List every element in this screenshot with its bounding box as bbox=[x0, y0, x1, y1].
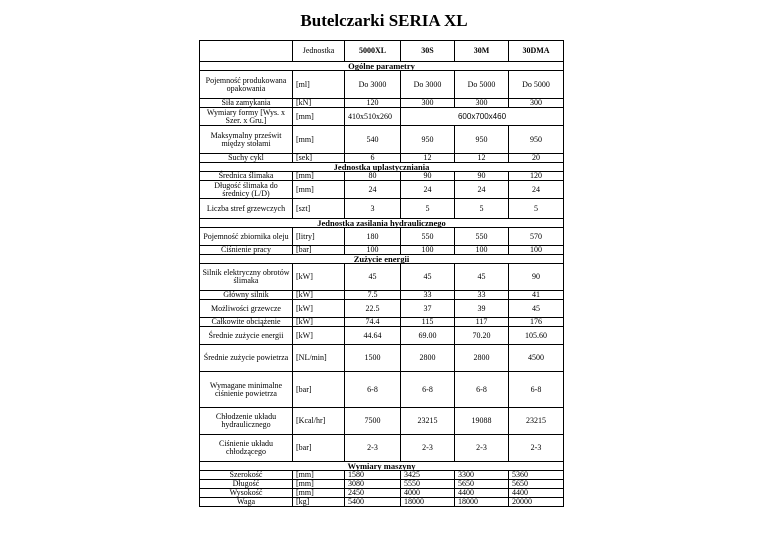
cell-value: 5 bbox=[509, 199, 564, 219]
row-unit: [kW] bbox=[293, 291, 345, 300]
cell-value: 1500 bbox=[345, 345, 401, 372]
row-unit: [mm] bbox=[293, 471, 345, 480]
cell-value: 5400 bbox=[345, 498, 401, 507]
cell-value: 105.60 bbox=[509, 327, 564, 345]
row-unit: [sek] bbox=[293, 154, 345, 163]
cell-value: 550 bbox=[401, 228, 455, 246]
cell-value: 3300 bbox=[455, 471, 509, 480]
cell-value: 22.5 bbox=[345, 300, 401, 318]
row-label: Waga bbox=[200, 498, 293, 507]
row-unit: [Kcal/hr] bbox=[293, 408, 345, 435]
cell-value: 115 bbox=[401, 318, 455, 327]
row-label: Pojemność produkowana opakowania bbox=[200, 71, 293, 99]
cell-value: 6 bbox=[345, 154, 401, 163]
cell-value: 570 bbox=[509, 228, 564, 246]
header-model: 30M bbox=[455, 41, 509, 62]
cell-value: 41 bbox=[509, 291, 564, 300]
cell-value: 33 bbox=[401, 291, 455, 300]
header-empty bbox=[200, 41, 293, 62]
row-label: Możliwości grzewcze bbox=[200, 300, 293, 318]
row-label: Siła zamykania bbox=[200, 99, 293, 108]
cell-value: 23215 bbox=[401, 408, 455, 435]
cell-value: 24 bbox=[401, 181, 455, 199]
cell-value: 550 bbox=[455, 228, 509, 246]
cell-value: 74.4 bbox=[345, 318, 401, 327]
table-row bbox=[200, 408, 564, 435]
cell-value: 120 bbox=[345, 99, 401, 108]
row-label: Wysokość bbox=[200, 489, 293, 498]
table-row bbox=[200, 264, 564, 291]
table-row bbox=[200, 71, 564, 99]
table-row bbox=[200, 345, 564, 372]
cell-value: 4400 bbox=[509, 489, 564, 498]
cell-value: 7500 bbox=[345, 408, 401, 435]
cell-value: 120 bbox=[509, 172, 564, 181]
row-label: Liczba stref grzewczych bbox=[200, 199, 293, 219]
cell-value: 1580 bbox=[345, 471, 401, 480]
cell-value: 410x510x260 bbox=[345, 108, 401, 126]
cell-value: 2-3 bbox=[455, 435, 509, 462]
header-model: 30DMA bbox=[509, 41, 564, 62]
table-row bbox=[200, 172, 564, 181]
cell-value: 2-3 bbox=[401, 435, 455, 462]
table-row bbox=[200, 318, 564, 327]
table-row bbox=[200, 99, 564, 108]
cell-value: 24 bbox=[455, 181, 509, 199]
row-label: Maksymalny prześwit między stołami bbox=[200, 126, 293, 154]
cell-value: 2-3 bbox=[509, 435, 564, 462]
cell-value: 39 bbox=[455, 300, 509, 318]
row-label: Szerokość bbox=[200, 471, 293, 480]
cell-value: 100 bbox=[509, 246, 564, 255]
table-row bbox=[200, 498, 564, 507]
cell-value: 4500 bbox=[509, 345, 564, 372]
row-unit: [mm] bbox=[293, 489, 345, 498]
cell-value: Do 3000 bbox=[401, 71, 455, 99]
cell-value: 33 bbox=[455, 291, 509, 300]
cell-value: 5360 bbox=[509, 471, 564, 480]
spec-table bbox=[199, 40, 564, 507]
cell-value: 100 bbox=[345, 246, 401, 255]
cell-value: 19088 bbox=[455, 408, 509, 435]
cell-value: 300 bbox=[455, 99, 509, 108]
cell-value: 44.64 bbox=[345, 327, 401, 345]
row-label: Chłodzenie układu hydraulicznego bbox=[200, 408, 293, 435]
row-unit: [kW] bbox=[293, 264, 345, 291]
table-row bbox=[200, 327, 564, 345]
cell-value: 24 bbox=[509, 181, 564, 199]
row-label: Pojemność zbiornika oleju bbox=[200, 228, 293, 246]
cell-value: 90 bbox=[455, 172, 509, 181]
cell-value: Do 5000 bbox=[455, 71, 509, 99]
row-label: Suchy cykl bbox=[200, 154, 293, 163]
row-unit: [kg] bbox=[293, 498, 345, 507]
cell-value: 23215 bbox=[509, 408, 564, 435]
row-unit: [litry] bbox=[293, 228, 345, 246]
section-general: Ogólne parametry bbox=[200, 62, 564, 71]
cell-value: 100 bbox=[455, 246, 509, 255]
row-unit: [mm] bbox=[293, 126, 345, 154]
section-plasticizing: Jednostka uplastyczniania bbox=[200, 163, 564, 172]
header-unit: Jednostka bbox=[293, 41, 345, 62]
cell-value: 300 bbox=[401, 99, 455, 108]
row-unit: [ml] bbox=[293, 71, 345, 99]
cell-value: 3080 bbox=[345, 480, 401, 489]
row-label: Wymagane minimalne ciśnienie powietrza bbox=[200, 372, 293, 408]
row-unit: [NL/min] bbox=[293, 345, 345, 372]
cell-value: 70.20 bbox=[455, 327, 509, 345]
row-unit: [bar] bbox=[293, 246, 345, 255]
page-title: Butelczarki SERIA XL bbox=[300, 11, 468, 30]
table-row bbox=[200, 108, 564, 126]
header-model: 5000XL bbox=[345, 41, 401, 62]
cell-value: 5 bbox=[401, 199, 455, 219]
row-label: Średnie zużycie powietrza bbox=[200, 345, 293, 372]
cell-value: 300 bbox=[509, 99, 564, 108]
row-unit: [mm] bbox=[293, 108, 345, 126]
row-unit: [kW] bbox=[293, 327, 345, 345]
row-label: Długość ślimaka do średnicy (L/D) bbox=[200, 181, 293, 199]
cell-value: 20000 bbox=[509, 498, 564, 507]
cell-value: 540 bbox=[345, 126, 401, 154]
row-unit: [mm] bbox=[293, 172, 345, 181]
cell-value: Do 3000 bbox=[345, 71, 401, 99]
cell-value: 5650 bbox=[455, 480, 509, 489]
cell-value: 20 bbox=[509, 154, 564, 163]
table-row bbox=[200, 228, 564, 246]
row-unit: [mm] bbox=[293, 480, 345, 489]
cell-value: 2800 bbox=[455, 345, 509, 372]
cell-value: 90 bbox=[509, 264, 564, 291]
cell-value: 45 bbox=[455, 264, 509, 291]
row-label: Ciśnienie pracy bbox=[200, 246, 293, 255]
table-row bbox=[200, 199, 564, 219]
cell-value: 2-3 bbox=[345, 435, 401, 462]
cell-value: 45 bbox=[509, 300, 564, 318]
table-row bbox=[200, 126, 564, 154]
cell-value: 12 bbox=[401, 154, 455, 163]
row-label: Średnica ślimaka bbox=[200, 172, 293, 181]
cell-value: 117 bbox=[455, 318, 509, 327]
cell-value: 12 bbox=[455, 154, 509, 163]
row-unit: [mm] bbox=[293, 181, 345, 199]
row-unit: [kW] bbox=[293, 318, 345, 327]
cell-value: 69.00 bbox=[401, 327, 455, 345]
cell-value: 180 bbox=[345, 228, 401, 246]
table-header-row bbox=[200, 41, 564, 62]
cell-value: 950 bbox=[401, 126, 455, 154]
cell-value: 80 bbox=[345, 172, 401, 181]
table-row bbox=[200, 291, 564, 300]
cell-value: 6-8 bbox=[455, 372, 509, 408]
cell-value: 18000 bbox=[401, 498, 455, 507]
cell-value: 5 bbox=[455, 199, 509, 219]
row-unit: [bar] bbox=[293, 372, 345, 408]
row-unit: [szt] bbox=[293, 199, 345, 219]
cell-value: 90 bbox=[401, 172, 455, 181]
cell-value: 600x700x460 bbox=[401, 108, 564, 126]
table-row bbox=[200, 372, 564, 408]
cell-value: 3425 bbox=[401, 471, 455, 480]
cell-value: 4400 bbox=[455, 489, 509, 498]
row-label: Średnie zużycie energii bbox=[200, 327, 293, 345]
cell-value: 45 bbox=[345, 264, 401, 291]
row-label: Główny silnik bbox=[200, 291, 293, 300]
row-label: Silnik elektryczny obrotów ślimaka bbox=[200, 264, 293, 291]
header-model: 30S bbox=[401, 41, 455, 62]
table-row bbox=[200, 181, 564, 199]
section-dimensions: Wymiary maszyny bbox=[200, 462, 564, 471]
cell-value: 176 bbox=[509, 318, 564, 327]
cell-value: 950 bbox=[455, 126, 509, 154]
cell-value: 4000 bbox=[401, 489, 455, 498]
row-unit: [kW] bbox=[293, 300, 345, 318]
row-label: Wymiary formy [Wys. x Szer. x Gru.] bbox=[200, 108, 293, 126]
row-label: Ciśnienie układu chłodzącego bbox=[200, 435, 293, 462]
cell-value: 100 bbox=[401, 246, 455, 255]
cell-value: 3 bbox=[345, 199, 401, 219]
cell-value: 45 bbox=[401, 264, 455, 291]
cell-value: 2800 bbox=[401, 345, 455, 372]
table-row bbox=[200, 300, 564, 318]
cell-value: 5550 bbox=[401, 480, 455, 489]
row-unit: [bar] bbox=[293, 435, 345, 462]
row-label: Całkowite obciążenie bbox=[200, 318, 293, 327]
cell-value: 37 bbox=[401, 300, 455, 318]
cell-value: Do 5000 bbox=[509, 71, 564, 99]
cell-value: 6-8 bbox=[401, 372, 455, 408]
cell-value: 5650 bbox=[509, 480, 564, 489]
cell-value: 2450 bbox=[345, 489, 401, 498]
cell-value: 18000 bbox=[455, 498, 509, 507]
section-energy: Zużycie energii bbox=[200, 255, 564, 264]
table-row bbox=[200, 435, 564, 462]
cell-value: 7.5 bbox=[345, 291, 401, 300]
cell-value: 6-8 bbox=[509, 372, 564, 408]
section-hydraulic: Jednostka zasilania hydraulicznego bbox=[200, 219, 564, 228]
cell-value: 24 bbox=[345, 181, 401, 199]
cell-value: 950 bbox=[509, 126, 564, 154]
cell-value: 6-8 bbox=[345, 372, 401, 408]
row-label: Długość bbox=[200, 480, 293, 489]
row-unit: [kN] bbox=[293, 99, 345, 108]
